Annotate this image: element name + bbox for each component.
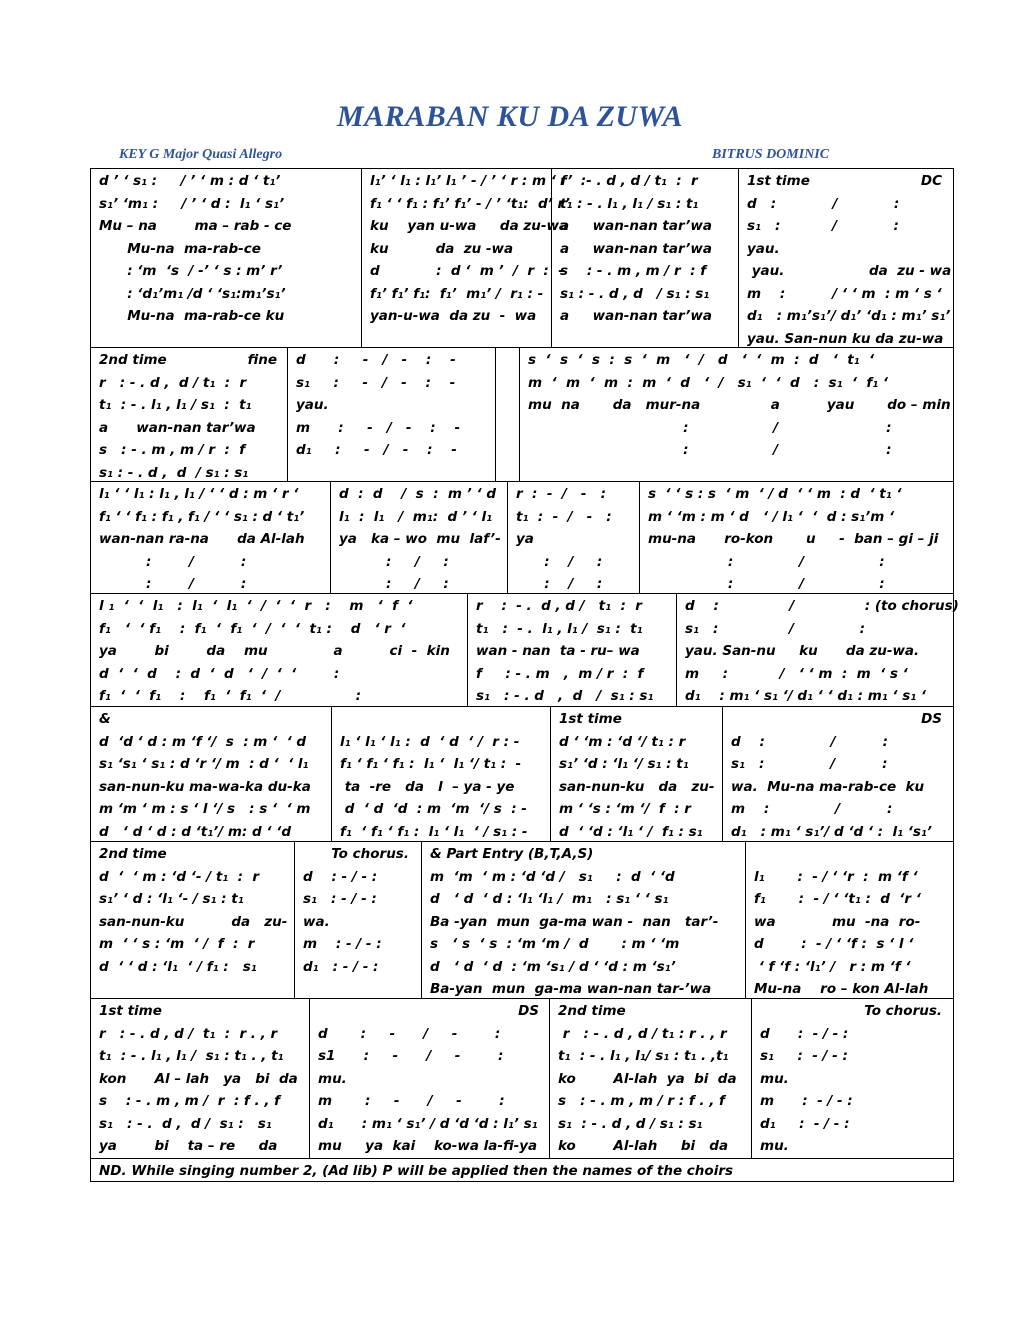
notation-line: d : d / s : m ’ ‘ d — [339, 486, 496, 502]
notation-line: r : - / - : — [516, 486, 606, 502]
notation-line: s : - . m , m / r : f . , f — [99, 1093, 281, 1109]
section-label: 2nd time — [558, 1003, 626, 1019]
score-row — [91, 999, 953, 1159]
notation-line: san-nun-ku da zu- — [99, 913, 288, 930]
notation-line: f₁ ‘ ‘ f₁ : f₁ ‘ f₁ ‘ / ‘ ‘ t₁ : d ‘ r ‘ — [99, 620, 406, 637]
notation-line: ku yan u-wa da zu-wa — [370, 218, 569, 234]
notation-line: mu na da mur-na a yau do – min — [528, 397, 951, 413]
notation-line: d : / : (to chorus) — [685, 598, 959, 614]
notation-line: : / : — [339, 576, 449, 592]
notation-line: m ‘m ‘ m : ‘d ‘d / s₁ : d ‘ ‘d — [430, 868, 675, 885]
notation-line: r : - . d , d / t₁ : r — [476, 598, 642, 614]
notation-line: m ‘m ‘ m : s ‘ l ‘/ s : s ‘ ‘ m — [99, 801, 311, 817]
notation-line: s ‘ s ‘ s : s ‘ m ‘ / d ‘ ‘ m : d ‘ t₁ ‘ — [528, 352, 875, 368]
notation-line: s₁ : - . d , d / s₁ : s₁ — [476, 688, 654, 704]
notation-line: ta -re da l – ya - ye — [340, 778, 515, 795]
notation-line: f₁ ‘ f₁ ‘ f₁ : l₁ ‘ l₁ ‘ / s₁ : - — [340, 823, 528, 840]
notation-line: m ‘ ‘m : m ‘ d ‘ / l₁ ‘ ‘ d : s₁’m ‘ — [648, 508, 895, 525]
notation-line: s ‘ s ‘ s : ‘m ‘m / d : m ‘ ‘m — [430, 936, 680, 952]
notation-line: yau. — [747, 240, 780, 257]
notation-line: : / : — [648, 576, 885, 592]
notation-line: m ‘ ‘ s : ‘m ‘ / f : r — [99, 936, 255, 952]
score-row — [91, 842, 953, 999]
notation-line: t₁ : - . l₁ , l₁/ s₁ : t₁ . ,t₁ — [558, 1048, 729, 1064]
notation-line: d : - / - : - — [296, 352, 456, 368]
notation-line: kon Al – lah ya bi da — [99, 1070, 298, 1087]
section-marker — [558, 1000, 751, 1023]
notation-line: wan-nan ra-na da Al-lah — [99, 531, 305, 547]
notation-line: t₁ : - / - : — [516, 508, 612, 525]
score-cell — [549, 999, 751, 1158]
section-marker — [303, 843, 421, 866]
notation-line: s₁ : - . d , d / s₁ : s₁ — [558, 1115, 703, 1132]
notation-line: s₁ : - / - : — [303, 891, 377, 907]
section-marker — [731, 708, 952, 731]
notation-line: ko Al-lah ya bi da — [558, 1070, 737, 1087]
score-cell — [519, 348, 952, 481]
notation-line: d : / : — [731, 733, 888, 750]
score-cell — [91, 707, 331, 841]
notation-line: s₁ : / : — [685, 620, 866, 637]
score-cell — [676, 594, 959, 706]
notation-line — [340, 708, 550, 731]
notation-line: a wan-nan tar’wa — [560, 308, 712, 324]
score-row — [91, 707, 953, 842]
notation-line: ND. While singing number 2, (Ad lib) P will be applied then the names of the choirs — [99, 1163, 734, 1179]
notation-line: t₁ : - . l₁ , l₁ / s₁ : t₁ . , t₁ — [99, 1048, 284, 1064]
notation-line: d : - / ‘ ‘f : s ‘ l ‘ — [754, 936, 914, 952]
notation-line: : ‘m ‘s / -’ ‘ s : m’ r’ — [99, 263, 283, 279]
notation-line: m : - / - : — [303, 936, 382, 952]
notation-line: yan-u-wa da zu - wa — [370, 308, 537, 324]
notation-line: s : - . m , m / r : f — [560, 263, 707, 279]
notation-line: l₁ ‘ ‘ l₁ : l₁ , l₁ / ‘ ‘ d : m ‘ r ‘ — [99, 486, 299, 502]
notation-line: d ‘ d ‘ d : d ‘t₁’/ m: d ‘ ‘d — [99, 823, 292, 840]
notation-line: a wan-nan tar’wa — [99, 419, 256, 436]
section-label: 1st time — [99, 1003, 162, 1019]
footnote — [91, 1159, 952, 1183]
notation-line: l₁ ‘ l₁ ‘ l₁ : d ‘ d ‘ / r : - — [340, 733, 520, 750]
notation-line: s₁’ ‘ d : ‘l₁ ‘- / s₁ : t₁ — [99, 891, 244, 907]
notation-line: m : / ‘ ‘ m : m ‘ s ‘ — [747, 285, 942, 302]
section-marker — [99, 1000, 309, 1023]
notation-line: : ‘d₁’m₁ /d ‘ ‘s₁:m₁’s₁’ — [99, 285, 286, 302]
notation-line: f₁ ‘ ‘ f₁ : f₁ , f₁ / ‘ ‘ s₁ : d ‘ t₁’ — [99, 508, 305, 525]
section-label: 2nd time — [99, 352, 167, 368]
notation-line: d : d ‘ m ’ / r : - — [370, 263, 564, 279]
notation-line: f₁ ‘ ‘ f₁ : f₁ ‘ f₁ ‘ / : — [99, 688, 361, 704]
notation-line: f₁ ‘ ‘ f₁ : f₁’ f₁’ - / ’ ‘t₁: d’ r’ — [370, 195, 570, 212]
notation-line: Mu-na ma-rab-ce — [99, 240, 261, 257]
notation-line: yau. da zu - wa — [747, 263, 952, 279]
section-marker — [747, 170, 952, 193]
score-cell — [91, 169, 361, 347]
notation-line: s ‘ ‘ s : s ‘ m ‘ / d ‘ ‘ m : d ‘ t₁ ‘ — [648, 486, 902, 502]
notation-line: wan - nan ta - ru– wa — [476, 643, 640, 659]
section-marker — [99, 349, 287, 372]
notation-line: m : - / - : — [318, 1093, 505, 1109]
notation-line: d ‘ d ‘d : m ‘m ‘/ s : - — [340, 801, 527, 817]
notation-line: : / : — [339, 553, 449, 570]
score-cell — [467, 594, 676, 706]
score-cell — [751, 999, 952, 1158]
score-cell — [309, 999, 549, 1158]
notation-line: : / : — [516, 553, 603, 570]
notation-line: f₁ : - / ‘ ‘t₁ : d ‘r ‘ — [754, 891, 921, 907]
section-label: & Part Entry (B,T,A,S) — [430, 846, 594, 862]
notation-line: mu. — [760, 1070, 789, 1087]
notation-line: d₁ : m₁ ‘ s₁’ / d ‘d ‘d : l₁’ s₁ — [318, 1115, 538, 1132]
notation-line: s₁’ ‘m₁ : / ’ ‘ d : l₁ ‘ s₁’ — [99, 195, 285, 212]
notation-line: d₁ : m₁ ‘ s₁’/ d ‘d ‘ : l₁ ‘s₁’ — [731, 823, 932, 840]
notation-line: d : - / - : — [303, 868, 378, 885]
section-marker — [760, 1000, 952, 1023]
section-marker — [559, 708, 722, 731]
notation-line: san-nun-ku da zu- — [559, 778, 715, 795]
notation-line: r : - . d , d / t₁ : r — [99, 374, 247, 391]
notation-line — [754, 843, 952, 866]
section-marker — [99, 843, 294, 866]
section-direction: To chorus. — [864, 1003, 942, 1019]
notation-line: s1 : - / - : — [318, 1048, 504, 1064]
score-cell — [294, 842, 421, 998]
notation-line: : / : — [648, 553, 885, 570]
score-row — [91, 169, 953, 348]
notation-line: yau. San-nu ku da zu-wa. — [685, 643, 920, 659]
notation-line: t₁ : - . l₁ , l₁ / s₁ : t₁ — [476, 620, 643, 637]
notation-line: Ba-yan mun ga-ma wan-nan tar-’wa — [430, 981, 712, 997]
section-direction: DS — [518, 1003, 539, 1019]
notation-line: r : - . d , d / t₁ : r . , r — [558, 1025, 727, 1042]
notation-line: t₁ : - . l₁ , l₁ / s₁ : t₁ — [99, 397, 252, 413]
notation-line: m : / ‘ ‘ m : m ‘ s ‘ — [685, 665, 908, 682]
notation-line: f₁’ f₁’ f₁: f₁’ m₁’ / r₁ : - — [370, 285, 544, 302]
notation-line: r : - . d , d / t₁ : r . , r — [99, 1025, 278, 1042]
score-row — [91, 482, 953, 594]
notation-line: s : - . m , m / r : f — [99, 442, 246, 458]
notation-line: l₁’ ‘ l₁ : l₁’ l₁ ’ - / ’ ‘ r : m ‘ f’ — [370, 173, 573, 189]
notation-line: d : - / - : — [760, 1025, 849, 1042]
notation-line: d ‘ d ‘ d : ‘l₁ ‘l₁ / m₁ : s₁ ‘ ‘ s₁ — [430, 891, 669, 907]
section-label: 1st time — [559, 711, 622, 727]
notation-line: ko Al-lah bi da — [558, 1138, 729, 1154]
notation-line: Mu – na ma – rab - ce — [99, 218, 292, 234]
score-cell — [91, 482, 330, 593]
notation-line: : / : — [99, 553, 247, 570]
notation-line: d ‘ d ‘ d : ‘m ‘s₁ / d ‘ ‘d : m ‘s₁’ — [430, 958, 676, 975]
notation-line: s₁ : - / - : — [760, 1048, 848, 1064]
notation-line: l₁ : l₁ / m₁: d ’ ‘ l₁ — [339, 508, 493, 525]
section-marker — [318, 1000, 549, 1023]
score-cell — [507, 482, 639, 593]
notation-line: mu-na ro-kon u - ban – gi – ji — [648, 531, 939, 547]
notation-line: s₁’ ‘d : ‘l₁ ‘/ s₁ : t₁ — [559, 756, 689, 772]
notation-line: s₁ : - . d , d / s₁ : s₁ — [99, 1115, 272, 1132]
notation-line: ku da zu -wa — [370, 240, 514, 257]
notation-line: t₁ : - . l₁ , l₁ / s₁ : t₁ — [560, 195, 699, 212]
notation-line: s₁ : - . d , d / s₁ : s₁ — [560, 285, 710, 302]
notation-line: s₁ : - . d , d / s₁ : s₁ — [99, 464, 249, 481]
score-cell — [287, 348, 495, 481]
section-label: 2nd time — [99, 846, 167, 862]
notation-line: wa. — [303, 913, 330, 930]
key-signature: KEY G Major Quasi Allegro — [119, 147, 283, 162]
notation-line: a wan-nan tar’wa — [560, 240, 712, 257]
notation-line: d ‘ ‘ m : ‘d ‘- / t₁ : r — [99, 868, 260, 885]
score-cell — [331, 707, 550, 841]
notation-line: d ‘ ‘ d : d ‘ d ‘ / ‘ ‘ : — [99, 665, 340, 682]
section-direction: DC — [920, 173, 942, 189]
notation-line: yau. — [296, 397, 329, 413]
notation-line: Mu-na ma-rab-ce ku — [99, 308, 285, 324]
notation-line: mu ya kai ko-wa la-fi-ya — [318, 1138, 538, 1154]
notation-line: s₁ : / : — [747, 218, 899, 234]
composer-name: BITRUS DOMINIC — [712, 147, 830, 162]
notation-line: mu. — [760, 1138, 789, 1154]
notation-line: ya bi ta – re da — [99, 1138, 278, 1154]
notation-line: yau. San-nun ku da zu-wa — [747, 330, 944, 347]
notation-line: s : - . m , m / r : f . , f — [558, 1093, 725, 1109]
score-cell — [722, 707, 952, 841]
notation-line: s₁ ‘s₁ ‘ s₁ : d ‘r ‘/ m : d ‘ ‘ l₁ — [99, 756, 309, 772]
section-marker — [430, 843, 745, 866]
score-cell — [91, 842, 294, 998]
score-cell — [550, 707, 722, 841]
score-cell — [91, 348, 287, 481]
section-direction: fine — [247, 352, 277, 368]
score-cell — [91, 999, 309, 1158]
notation-line: l₁ : - / ‘ ‘r : m ‘f ‘ — [754, 868, 918, 885]
section-direction: DS — [921, 711, 942, 727]
notation-line: d : / : — [747, 195, 900, 212]
notation-line: : / : — [99, 576, 247, 592]
notation-line: d₁ : - / - : — [303, 958, 379, 975]
notation-line: l ₁ ‘ ‘ l₁ : l₁ ‘ l₁ ‘ / ‘ ‘ r : m ‘ f ‘ — [99, 598, 413, 614]
notation-line: Mu-na ro – kon Al-lah — [754, 981, 929, 997]
notation-line: mu. — [318, 1070, 347, 1087]
notation-line: f₁ ‘ f₁ ‘ f₁ : l₁ ‘ l₁ ‘/ t₁ : - — [340, 756, 522, 772]
notation-line: d ‘ ‘m : ‘d ‘/ t₁ : r — [559, 733, 686, 750]
score-cell — [421, 842, 745, 998]
score-cell — [738, 169, 952, 347]
score-table — [90, 168, 959, 1182]
score-cell — [639, 482, 952, 593]
notation-line: wa mu -na ro- — [754, 913, 921, 930]
notation-line: r :- . d , d / t₁ : r — [560, 173, 698, 189]
notation-line: ‘ f ‘f : ‘l₁’ / r : m ‘f ‘ — [754, 958, 911, 975]
notation-line: Ba -yan mun ga-ma wan - nan tar’- — [430, 913, 719, 930]
score-cell — [91, 594, 467, 706]
notation-line: : / : — [528, 419, 892, 436]
section-label: To chorus. — [303, 846, 409, 862]
notation-line: f : - . m , m / r : f — [476, 665, 644, 682]
score-cell — [551, 169, 738, 347]
notation-line: s₁ : - / - : - — [296, 374, 456, 391]
notation-line: d ‘d ‘ d : m ‘f ‘/ s : m ‘ ‘ d — [99, 733, 307, 750]
score-cell — [745, 842, 952, 998]
notation-line: d : - / - : — [318, 1025, 501, 1042]
notation-line: san-nun-ku ma-wa-ka du-ka — [99, 778, 311, 795]
notation-line: : / : — [516, 576, 603, 592]
notation-line: d₁ : - / - : — [760, 1115, 850, 1132]
notation-line: wa. Mu-na ma-rab-ce ku — [731, 778, 925, 795]
notation-line: m ‘ m ‘ m : m ‘ d ‘ / s₁ ‘ ‘ d : s₁ ‘ f₁ ‘ — [528, 374, 889, 391]
notation-line: : / : — [528, 442, 892, 458]
notation-line: m : - / - : - — [296, 419, 461, 436]
section-label: 1st time — [747, 173, 810, 189]
notation-line: d₁ : m₁’s₁’/ d₁’ ‘d₁ : m₁’ s₁’ — [747, 308, 951, 324]
notation-line: d ‘ ‘ d : ‘l₁ ‘ / f₁ : s₁ — [99, 958, 257, 975]
score-cell — [495, 348, 519, 481]
score-row — [91, 594, 959, 707]
notation-line: d ‘ ‘d : ‘l₁ ‘ / f₁ : s₁ — [559, 823, 703, 840]
score-row — [91, 1159, 953, 1183]
page-title: MARABAN KU DA ZUWA — [336, 100, 684, 133]
notation-line: d₁ : - / - : - — [296, 442, 457, 458]
notation-line: a wan-nan tar’wa — [560, 218, 712, 234]
notation-line: s₁ : / : — [731, 756, 888, 772]
notation-line: & — [99, 711, 111, 727]
notation-line: ya — [516, 531, 534, 547]
score-cell — [330, 482, 507, 593]
notation-line: d ’ ‘ s₁ : / ’ ‘ m : d ‘ t₁’ — [99, 173, 281, 189]
score-row — [91, 348, 953, 482]
notation-line: d₁ : m₁ ‘ s₁ ‘/ d₁ ‘ ‘ d₁ : m₁ ‘ s₁ ‘ — [685, 688, 926, 704]
notation-line: ya bi da mu a ci - kin — [99, 643, 450, 659]
notation-line: m ‘ ‘s : ‘m ‘/ f : r — [559, 801, 691, 817]
score-cell — [361, 169, 573, 347]
notation-line: m : - / - : — [760, 1093, 853, 1109]
notation-line: m : / : — [731, 801, 893, 817]
notation-line: ya ka – wo mu laf’- — [339, 531, 501, 547]
